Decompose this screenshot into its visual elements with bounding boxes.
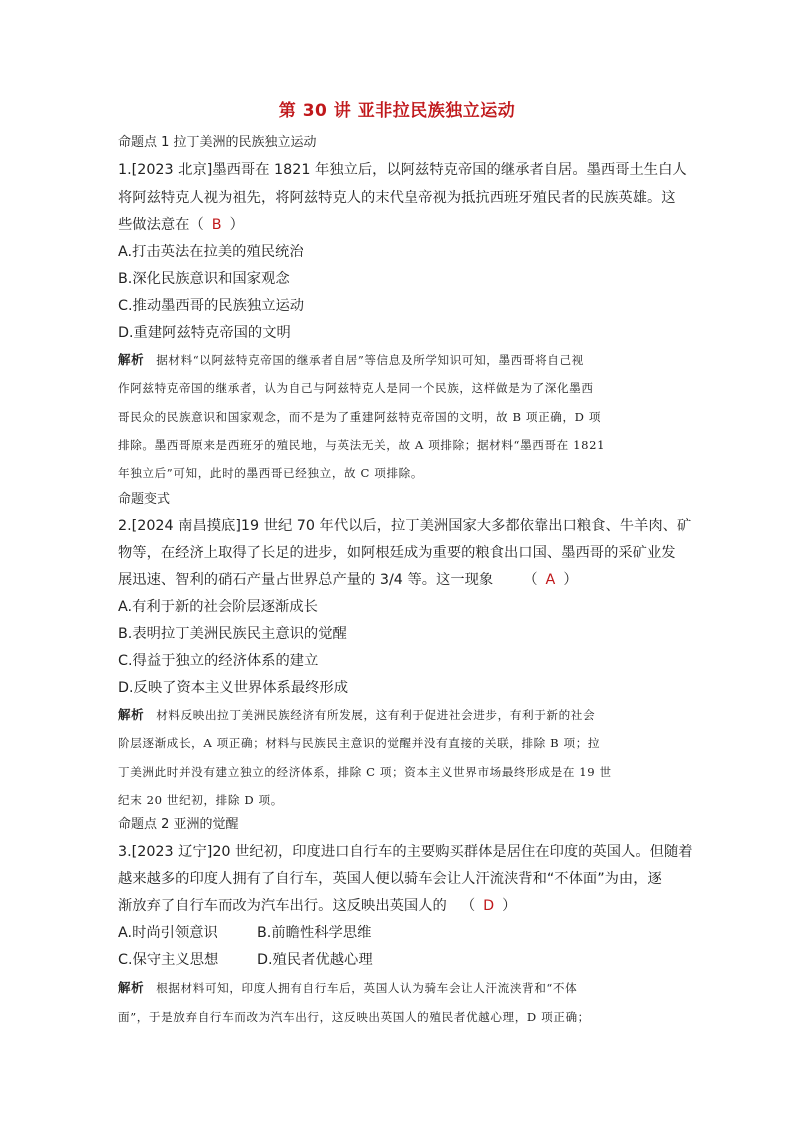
q3-stem-end: 渐放弃了自行车而改为汽车出行。这反映出英国人的 [118, 898, 447, 914]
q2-line-1: 2.[2024 南昌摸底]19 世纪 70 年代以后，拉丁美洲国家大多都依靠出口粮食、牛羊肉、矿 [118, 518, 692, 534]
q1-analysis-label: 解析 [118, 352, 145, 367]
q3-option-a: A.时尚引领意识 [118, 925, 218, 941]
q2-line-3 [118, 571, 578, 589]
q1-line-2: 将阿兹特克人视为祖先，将阿兹特克人的末代皇帝视为抵抗西班牙殖民者的民族英雄。这 [118, 190, 676, 206]
q2-option-b: B.表明拉丁美洲民族民主意识的觉醒 [118, 626, 347, 642]
q2-analysis-line-2: 阶层逐渐成长，A 项正确；材料与民族民主意识的觉醒并没有直接的关联，排除 B 项；拉 [118, 736, 601, 750]
q3-open-paren: （ [460, 898, 476, 914]
q2-analysis-line-1: 解析 材料反映出拉丁美洲民族经济有所发展，这有利于促进社会进步，有利于新的社会 [118, 707, 596, 722]
q1-close-paren: ） [229, 217, 244, 233]
q3-line-1: 3.[2023 辽宁]20 世纪初，印度进口自行车的主要购买群体是居住在印度的英国人。但随着 [118, 844, 693, 860]
q3-close-paren: ） [502, 898, 517, 914]
q1-stem-end: 些做法意在（ [118, 217, 204, 233]
variant-heading: 命题变式 [118, 492, 171, 507]
q3-line-3 [118, 897, 516, 915]
q3-analysis-line-1: 解析 根据材料可知，印度人拥有自行车后，英国人认为骑车会让人汗流浃背和“不体 [118, 980, 578, 995]
q3-option-c: C.保守主义思想 [118, 952, 219, 968]
q2-close-paren: ） [563, 572, 578, 588]
q1-analysis-line-5: 年独立后”可知，此时的墨西哥已经独立，故 C 项排除。 [118, 466, 424, 480]
q1-option-a: A.打击英法在拉美的殖民统治 [118, 244, 304, 260]
q2-analysis-label: 解析 [118, 707, 145, 722]
q3-option-d: D.殖民者优越心理 [257, 952, 373, 968]
q1-line-3 [118, 216, 244, 234]
section-heading-2: 命题点 2 亚洲的觉醒 [118, 817, 239, 832]
q2-answer: A [545, 572, 556, 588]
q3-line-2: 越来越多的印度人拥有了自行车，英国人便以骑车会让人汗流浃背和“不体面”为由，逐 [118, 871, 662, 887]
q2-analysis-line-4: 纪末 20 世纪初，排除 D 项。 [118, 793, 283, 807]
q2-line-2: 物等，在经济上取得了长足的进步，如阿根廷成为重要的粮食出口国、墨西哥的采矿业发 [118, 545, 676, 561]
q3-answer: D [483, 898, 495, 914]
q2-stem-end: 展迅速、智利的硝石产量占世界总产量的 3/4 等。这一现象 [118, 572, 494, 588]
q2-analysis-line-3: 丁美洲此时并没有建立独立的经济体系，排除 C 项；资本主义世界市场最终形成是在 19 世 [118, 765, 612, 779]
q3-option-b: B.前瞻性科学思维 [257, 925, 372, 941]
q2-option-c: C.得益于独立的经济体系的建立 [118, 653, 319, 669]
q1-option-d: D.重建阿兹特克帝国的文明 [118, 325, 291, 341]
section-heading-1: 命题点 1 拉丁美洲的民族独立运动 [118, 135, 317, 150]
q1-option-c: C.推动墨西哥的民族独立运动 [118, 298, 305, 314]
q2-option-d: D.反映了资本主义世界体系最终形成 [118, 680, 349, 696]
q2-option-a: A.有利于新的社会阶层逐渐成长 [118, 599, 318, 615]
q1-option-b: B.深化民族意识和国家观念 [118, 271, 290, 287]
q1-line-1: 1.[2023 北京]墨西哥在 1821 年独立后，以阿兹特克帝国的继承者自居。墨西哥土生白人 [118, 162, 687, 178]
q1-analysis-line-4: 排除。墨西哥原来是西班牙的殖民地，与英法无关，故 A 项排除；据材料“墨西哥在 1821 [118, 438, 606, 452]
q2-open-paren: （ [523, 572, 538, 588]
q1-analysis-line-1: 解析 据材料“以阿兹特克帝国的继承者自居”等信息及所学知识可知，墨西哥将自己视 [118, 352, 584, 367]
q1-answer: B [211, 217, 222, 233]
page-title: 第 30 讲 亚非拉民族独立运动 [278, 101, 516, 121]
q3-analysis-line-2: 面”，于是放弃自行车而改为汽车出行，这反映出英国人的殖民者优越心理，D 项正确； [118, 1010, 590, 1024]
q3-analysis-label: 解析 [118, 980, 145, 995]
q1-analysis-line-3: 哥民众的民族意识和国家观念，而不是为了重建阿兹特克帝国的文明，故 B 项正确，D 项 [118, 410, 602, 424]
q1-analysis-line-2: 作阿兹特克帝国的继承者，认为自己与阿兹特克人是同一个民族，这样做是为了深化墨西 [118, 381, 594, 395]
